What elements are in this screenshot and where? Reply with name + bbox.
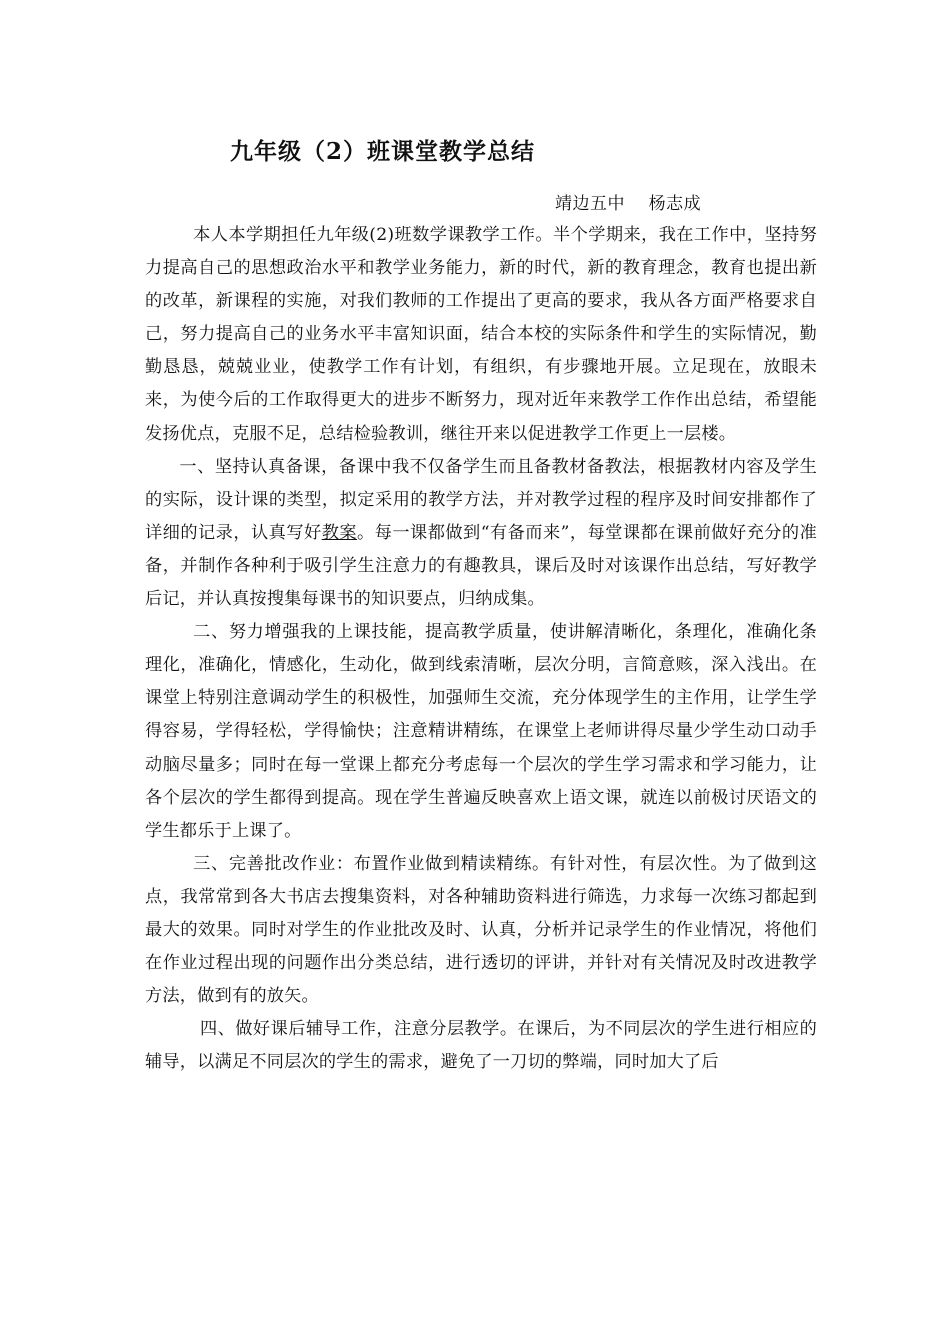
- paragraph-text: 一、坚持认真备课，备课中我不仅备学生而且备教材备教法，根据教材内容及学生的实际，设计课的类型，拟定采用的教学方法，并对教学过程的程序及时间安排都作了详细的记录，认真写好: [145, 456, 817, 543]
- document-title: 九年级（2）班课堂教学总结: [230, 138, 536, 165]
- paragraph-text: 。每一课都做到“有备而来”，每堂课都在课前做好充分的准备，并制作各种利于吸引学生注意力的有趣教具，课后及时对该课作出总结，写好教学后记，并认真按搜集每课书的知识要点，归纳成集。: [145, 522, 817, 610]
- document-body: [145, 219, 817, 1079]
- paragraph-preparation: [145, 451, 817, 616]
- author-line: 靖边五中 杨志成: [555, 194, 702, 214]
- lesson-plan-link[interactable]: 教案: [321, 522, 358, 543]
- paragraph-intro: 本人本学期担任九年级(2)班数学课教学工作。半个学期来，我在工作中，坚持努力提高自己的思想政治水平和教学业务能力，新的时代，新的教育理念，教育也提出新的改革，新课程的实施，对我们教师的工作提出了更高的要求，我从各方面严格要求自己，努力提高自己的业务水平丰富知识面，结合本校的实际条件和学生的实际情况，勤勤恳恳，兢兢业业，使教学工作有计划，有组织，有步骤地开展。立足现在，放眼未来，为使今后的工作取得更大的进步不断努力，现对近年来教学工作作出总结，希望能发扬优点，克服不足，总结检验教训，继往开来以促进教学工作更上一层楼。: [145, 225, 817, 444]
- paragraph-homework: 三、完善批改作业：布置作业做到精读精练。有针对性，有层次性。为了做到这点，我常常到各大书店去搜集资料，对各种辅助资料进行筛选，力求每一次练习都起到最大的效果。同时对学生的作业批改及时、认真，分析并记录学生的作业情况，将他们在作业过程出现的问题作出分类总结，进行透切的评讲，并针对有关情况及时改进教学方法，做到有的放矢。: [145, 853, 817, 1007]
- paragraph-teaching-skills: 二、努力增强我的上课技能，提高教学质量，使讲解清晰化，条理化，准确化条理化，准确化，情感化，生动化，做到线索清晰，层次分明，言简意赅，深入浅出。在课堂上特别注意调动学生的积极性，加强师生交流，充分体现学生的主作用，让学生学得容易，学得轻松，学得愉快；注意精讲精练，在课堂上老师讲得尽量少学生动口动手动脑尽量多；同时在每一堂课上都充分考虑每一个层次的学生学习需求和学习能力，让各个层次的学生都得到提高。现在学生普遍反映喜欢上语文课，就连以前极讨厌语文的学生都乐于上课了。: [145, 622, 817, 841]
- paragraph-tutoring: 四、做好课后辅导工作，注意分层教学。在课后，为不同层次的学生进行相应的辅导，以满足不同层次的学生的需求，避免了一刀切的弊端，同时加大了后: [145, 1019, 817, 1073]
